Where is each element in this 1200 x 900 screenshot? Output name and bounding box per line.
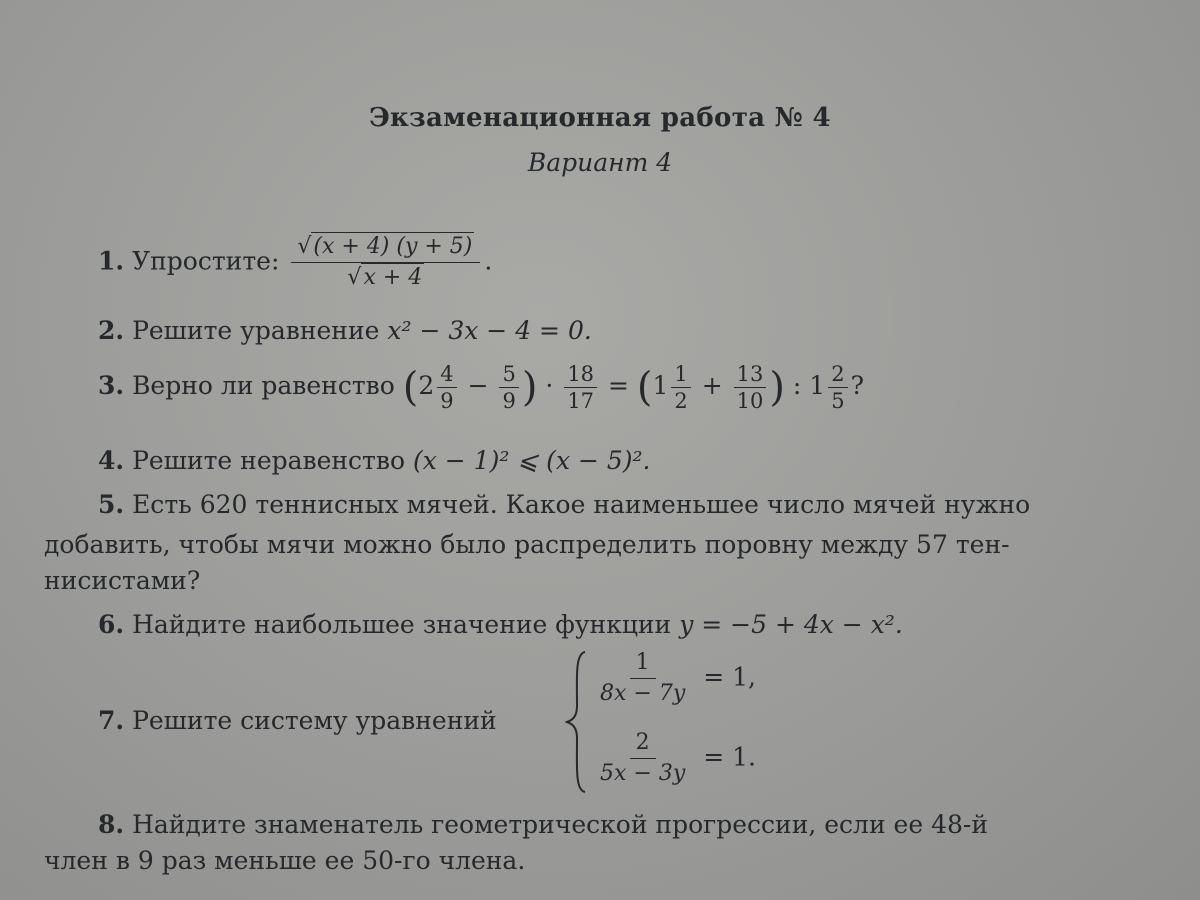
task-number: 6.	[98, 610, 125, 639]
fraction: $\frac{5}{9}$	[499, 362, 518, 413]
task-8-line-2: член в 9 раз меньше ее 50-го члена.	[44, 846, 526, 875]
task-4	[98, 446, 651, 475]
task-number: 4.	[98, 446, 125, 475]
task-7	[98, 706, 497, 735]
fraction: $\frac{√(x + 4) (y + 5)}{√x + 4}$	[291, 234, 480, 292]
task-text: Найдите знаменатель геометрической прогрессии, если ее 48-й	[132, 810, 989, 839]
fraction-numerator: (x + 4) (y + 5)	[313, 234, 473, 259]
whole-part: 1	[652, 371, 669, 401]
task-8-line-1	[98, 810, 988, 839]
fraction: $\frac{1}{8x - 7y}$	[600, 650, 686, 707]
task-number: 3.	[98, 371, 125, 401]
task-number: 8.	[98, 810, 125, 839]
task-text: Есть 620 теннисных мячей. Какое наименьшее число мячей нужно	[132, 490, 1031, 519]
task-number: 1.	[98, 246, 125, 276]
equation-rhs: = 1.	[703, 742, 756, 772]
task-5-line-1	[98, 490, 1030, 519]
equation-rhs: = 1,	[703, 662, 756, 692]
fraction-denominator: x + 4	[363, 265, 423, 291]
punctuation: ?	[850, 371, 864, 401]
task-text: Упростите:	[132, 246, 280, 276]
task-2	[98, 316, 592, 345]
task-text: Верно ли равенство	[132, 371, 395, 401]
task-number: 5.	[98, 490, 125, 519]
task-number: 7.	[98, 706, 125, 735]
task-6	[98, 610, 903, 639]
fraction: $\frac{4}{9}$	[437, 362, 456, 413]
exam-title: Экзаменационная работа № 4	[369, 103, 831, 133]
system-equation-2	[590, 730, 756, 788]
task-5-line-3: нисистами?	[44, 566, 201, 595]
task-text: Решите уравнение	[132, 316, 380, 345]
fraction: $\frac{2}{5}$	[828, 362, 847, 413]
math-expression: (x − 1)² ⩽ (x − 5)².	[412, 446, 651, 475]
fraction: $\frac{13}{10}$	[734, 362, 767, 413]
whole-part: 2	[418, 371, 435, 401]
task-3: 3. Верно ли равенство (2 $\frac{4}{9}$ − $\frac{5}{9}$ ) · $\frac{18}{17}$ = (1 $\frac{1}{2}$ + $\frac{13}{10}$ ) : 1 $\frac{2}{5}$ ?	[98, 362, 864, 414]
punctuation: .	[484, 246, 493, 276]
fraction: $\frac{2}{5x - 3y}$	[600, 730, 686, 787]
variant-subtitle: Вариант 4	[527, 148, 673, 177]
fraction: $\frac{18}{17}$	[564, 362, 597, 413]
task-number: 2.	[98, 316, 125, 345]
task-text: Решите неравенство	[132, 446, 406, 475]
system-equation-1	[590, 650, 756, 708]
task-5-line-2: добавить, чтобы мячи можно было распределить поровну между 57 тен-	[44, 530, 1010, 559]
task-text: Решите систему уравнений	[132, 706, 497, 735]
math-expression: y = −5 + 4x − x².	[679, 610, 903, 639]
fraction: $\frac{1}{2}$	[671, 362, 690, 413]
system-brace-icon	[565, 648, 589, 796]
task-text: Найдите наибольшее значение функции	[132, 610, 672, 639]
math-expression: x² − 3x − 4 = 0.	[387, 316, 592, 345]
task-1	[98, 234, 492, 292]
whole-part: 1	[809, 371, 826, 401]
